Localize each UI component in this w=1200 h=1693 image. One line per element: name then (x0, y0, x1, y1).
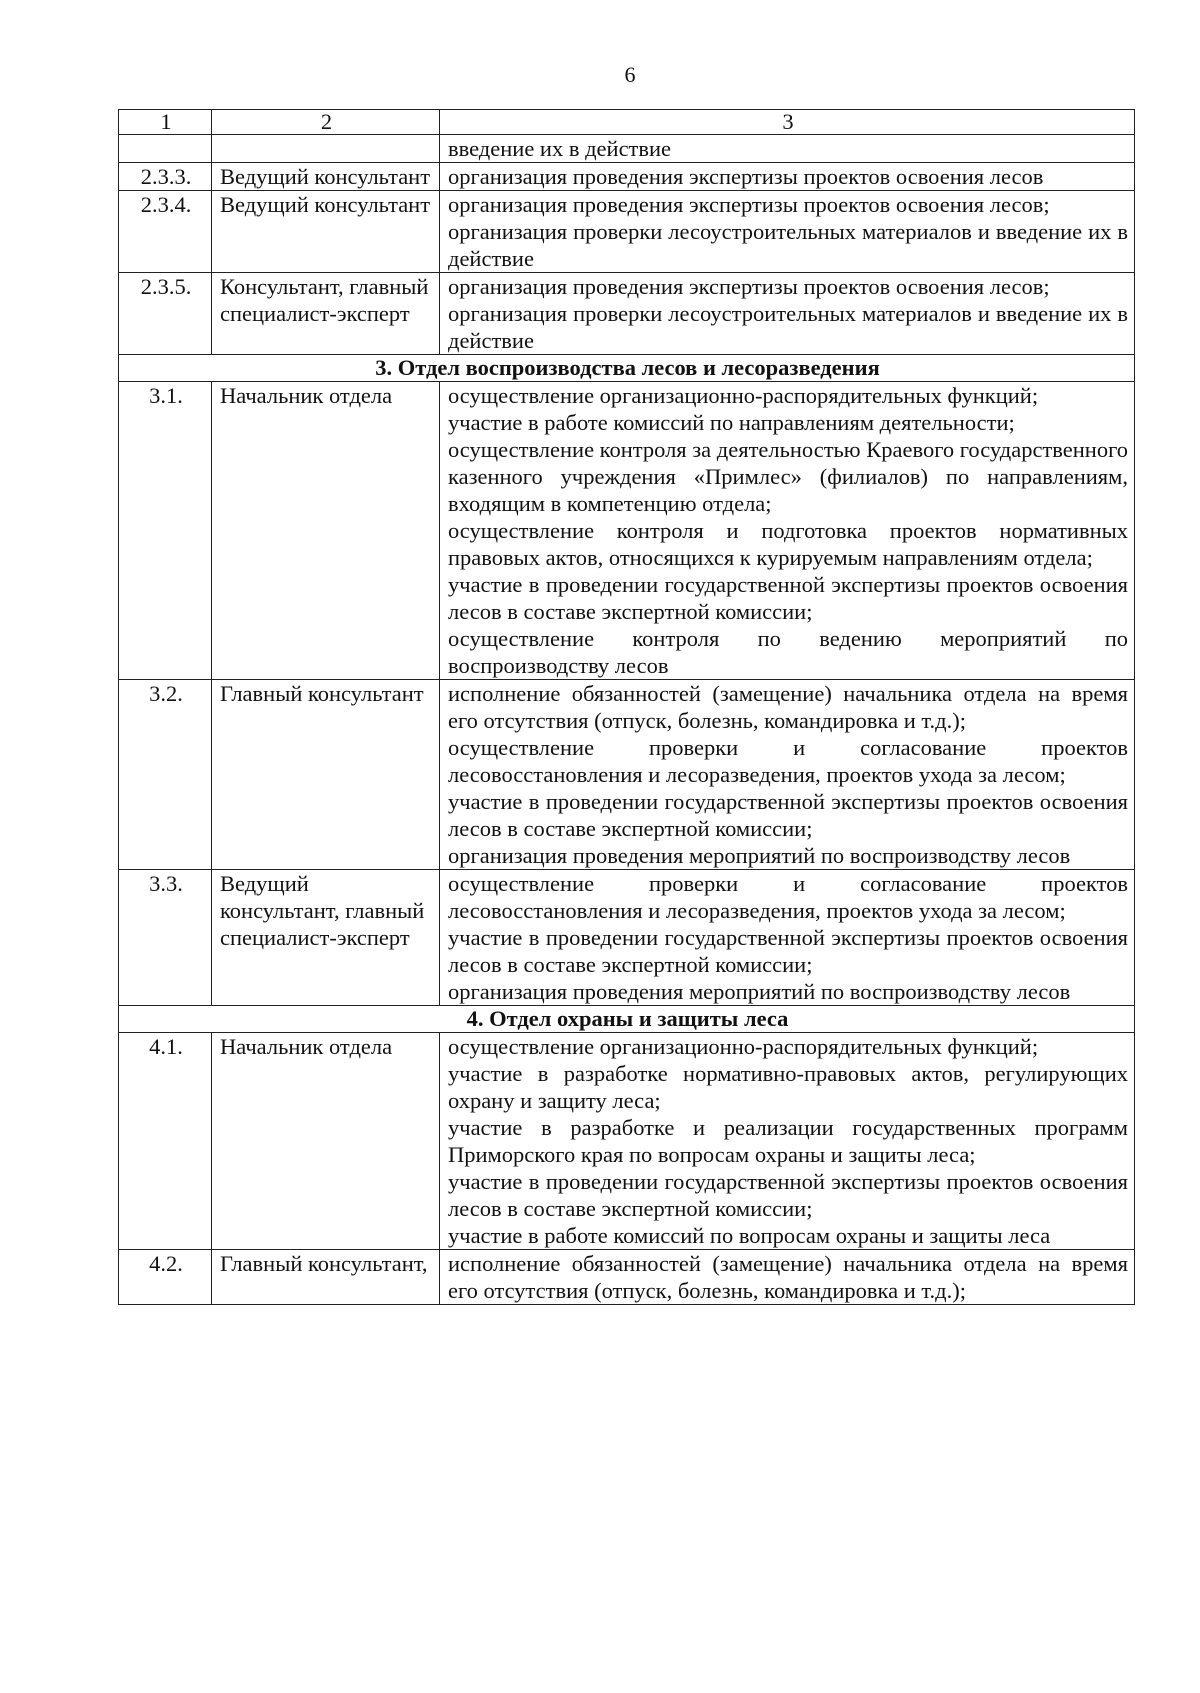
duties-cell (440, 1033, 1135, 1250)
duty-item: участие в разработке нормативно-правовых актов, регулирующих охрану и защиту леса; (448, 1061, 1128, 1113)
duty-item: организация проведения экспертизы проектов освоения лесов; (448, 192, 1050, 217)
duty-item: осуществление организационно-распорядительных функций; (448, 383, 1039, 408)
row-number: 4.2. (119, 1250, 212, 1305)
table-row (119, 191, 1135, 273)
duty-item: организация проведения экспертизы проектов освоения лесов; (448, 274, 1050, 299)
duty-item: введение их в действие (448, 136, 672, 161)
position-title: Консультант, главный специалист-эксперт (212, 273, 440, 355)
duty-item: осуществление проверки и согласование проектов лесовосстановления и лесоразведения, проектов ухода за лесом; (448, 871, 1128, 923)
duties-cell (440, 273, 1135, 355)
section-header-row (119, 1006, 1135, 1033)
duty-item: исполнение обязанностей (замещение) начальника отдела на время его отсутствия (отпуск, болезнь, командировка и т.д.); (448, 1251, 1128, 1303)
table-row (119, 870, 1135, 1006)
position-title: Начальник отдела (212, 1033, 440, 1250)
duty-item: участие в разработке и реализации государственных программ Приморского края по вопросам охраны и защиты леса; (448, 1115, 1128, 1167)
row-number: 2.3.5. (119, 273, 212, 355)
row-number: 2.3.3. (119, 163, 212, 191)
page-number: 6 (624, 62, 636, 87)
duty-item: организация проверки лесоустроительных материалов и введение их в действие (448, 219, 1128, 271)
row-number: 4.1. (119, 1033, 212, 1250)
duty-item: организация проверки лесоустроительных материалов и введение их в действие (448, 301, 1128, 353)
duty-item: организация проведения экспертизы проектов освоения лесов (448, 164, 1044, 189)
duty-item: участие в работе комиссий по направлениям деятельности; (448, 410, 1015, 435)
duties-cell (440, 191, 1135, 273)
duty-item: участие в проведении государственной экспертизы проектов освоения лесов в составе экспертной комиссии; (448, 572, 1128, 624)
position-title: Ведущий консультант (212, 191, 440, 273)
duty-item: осуществление организационно-распорядительных функций; (448, 1034, 1039, 1059)
header-cell-number: 1 (119, 110, 212, 135)
duties-cell (440, 163, 1135, 191)
table-header-row (119, 110, 1135, 135)
table-row (119, 680, 1135, 870)
section-title: 4. Отдел охраны и защиты леса (119, 1006, 1135, 1033)
table-row (119, 1250, 1135, 1305)
duties-cell (440, 135, 1135, 163)
duty-item: участие в проведении государственной экспертизы проектов освоения лесов в составе экспертной комиссии; (448, 1169, 1128, 1221)
duties-cell (440, 382, 1135, 680)
duty-item: осуществление контроля и подготовка проектов нормативных правовых актов, относящихся к курируемым направлениям отдела; (448, 518, 1128, 570)
section-title: 3. Отдел воспроизводства лесов и лесоразведения (119, 355, 1135, 382)
duties-cell (440, 1250, 1135, 1305)
duty-item: участие в работе комиссий по вопросам охраны и защиты леса (448, 1223, 1051, 1248)
duties-cell (440, 870, 1135, 1006)
duty-item: осуществление контроля за деятельностью Краевого государственного казенного учреждения «Примлес» (филиалов) по направлениям, входящим в компетенцию отдела; (448, 437, 1128, 516)
header-cell-duties: 3 (440, 110, 1135, 135)
table-row (119, 163, 1135, 191)
duty-item: осуществление контроля по ведению мероприятий по воспроизводству лесов (448, 626, 1128, 678)
duties-table (118, 109, 1135, 1305)
row-number (119, 135, 212, 163)
position-title (212, 135, 440, 163)
position-title: Ведущий консультант (212, 163, 440, 191)
table-row (119, 1033, 1135, 1250)
table-row (119, 273, 1135, 355)
duty-item: организация проведения мероприятий по воспроизводству лесов (448, 843, 1071, 868)
table-row (119, 135, 1135, 163)
duty-item: организация проведения мероприятий по воспроизводству лесов (448, 979, 1071, 1004)
duty-item: осуществление проверки и согласование проектов лесовосстановления и лесоразведения, проектов ухода за лесом; (448, 735, 1128, 787)
position-title: Главный консультант (212, 680, 440, 870)
row-number: 2.3.4. (119, 191, 212, 273)
position-title: Начальник отдела (212, 382, 440, 680)
header-cell-position: 2 (212, 110, 440, 135)
duty-item: исполнение обязанностей (замещение) начальника отдела на время его отсутствия (отпуск, болезнь, командировка и т.д.); (448, 681, 1128, 733)
duty-item: участие в проведении государственной экспертизы проектов освоения лесов в составе экспертной комиссии; (448, 789, 1128, 841)
row-number: 3.2. (119, 680, 212, 870)
row-number: 3.1. (119, 382, 212, 680)
duties-cell (440, 680, 1135, 870)
duty-item: участие в проведении государственной экспертизы проектов освоения лесов в составе экспертной комиссии; (448, 925, 1128, 977)
position-title: Ведущий консультант, главный специалист-эксперт (212, 870, 440, 1006)
row-number: 3.3. (119, 870, 212, 1006)
table-row (119, 382, 1135, 680)
position-title: Главный консультант, (212, 1250, 440, 1305)
section-header-row (119, 355, 1135, 382)
